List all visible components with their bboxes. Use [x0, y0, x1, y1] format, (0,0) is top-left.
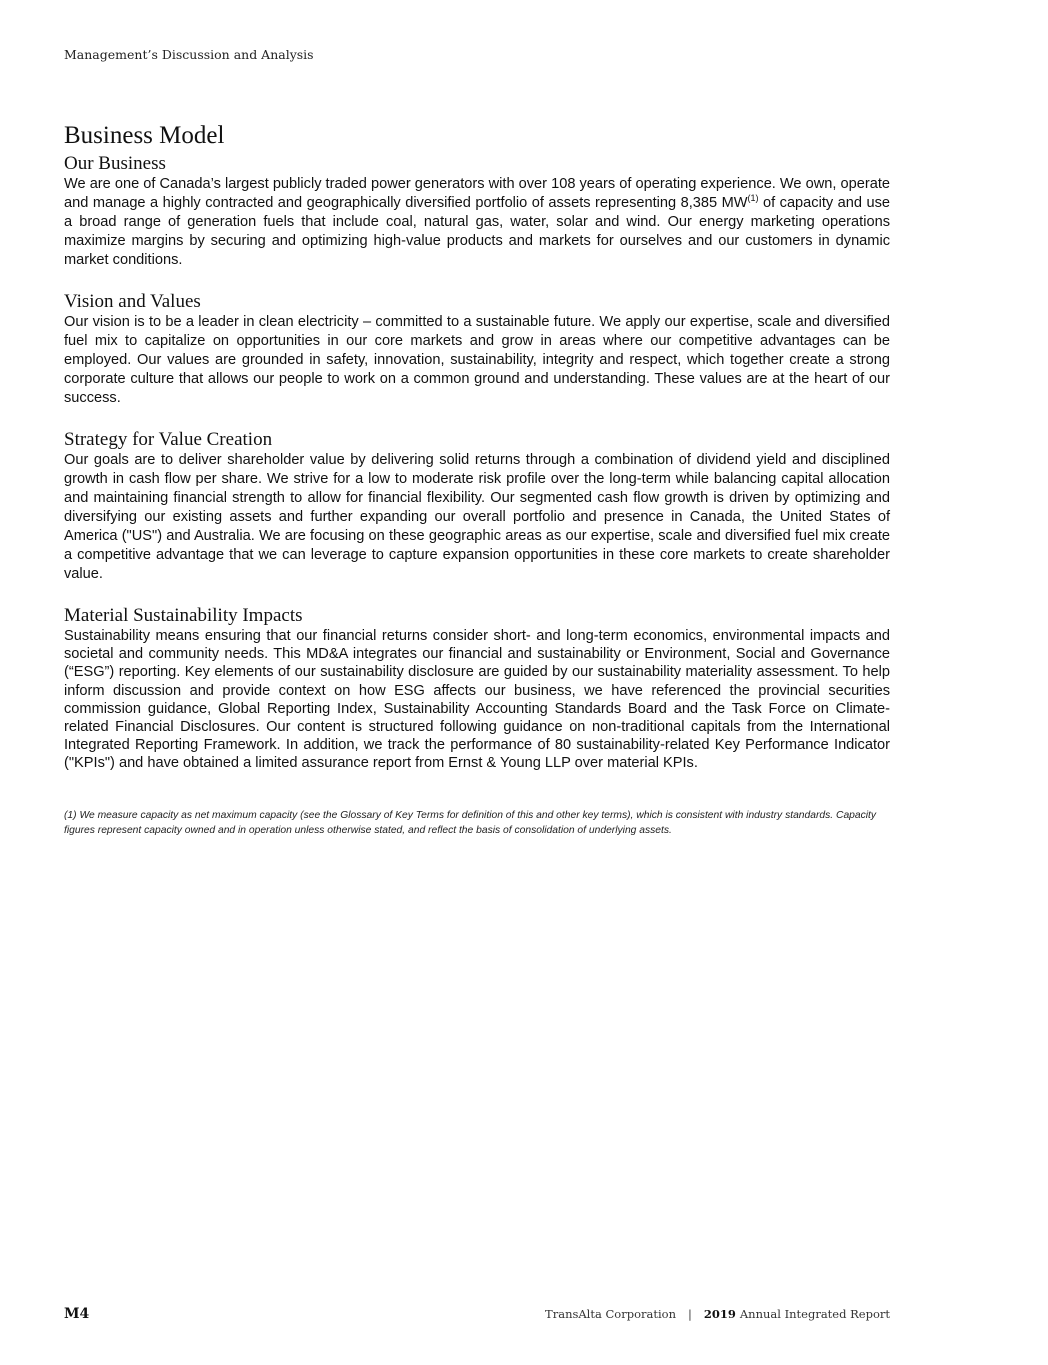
section-paragraph: [64, 175, 890, 270]
section-vision-values: [64, 291, 890, 408]
footer-year: 2019: [703, 1307, 736, 1321]
paragraph-text-continued: of capacity and use a broad range of generation fuels that include coal, natural gas, water, solar and wind. Our energy marketing operations maximize margins by securing and optimizing high-value products and markets for ourselves and our customers in dynamic market conditions.: [64, 195, 890, 268]
paragraph-text: We are one of Canada’s largest publicly traded power generators with over 108 years of operating experience. We own, operate and manage a highly contracted and geographically diversified portfolio of assets representing 8,385 MW: [64, 176, 890, 211]
section-heading: Strategy for Value Creation: [64, 429, 273, 450]
footer-report-info: [545, 1307, 890, 1321]
footer-separator: |: [687, 1307, 692, 1321]
page-number: M4: [64, 1306, 90, 1322]
section-strategy: [64, 429, 890, 584]
footnote-marker: (1): [747, 193, 759, 204]
section-paragraph: Our vision is to be a leader in clean electricity – committed to a sustainable future. We apply our expertise, scale and diversified fuel mix to capitalize on opportunities in our core markets and grow in areas where our competitive advantages can be employed. Our values are grounded in safety, innovation, sustainability, integrity and respect, which together create a strong corporate culture that allows our people to work on a common ground and understanding. These values are at the heart of our success.: [64, 314, 890, 406]
footer-report-name: Annual Integrated Report: [739, 1307, 890, 1321]
section-our-business: [64, 153, 890, 270]
footnote: (1) We measure capacity as net maximum capacity (see the Glossary of Key Terms for definition of this and other key terms), which is consistent with industry standards. Capacity figures represent capacity owned and in operation unless otherwise stated, and reflect the basis of consolidation of underlying assets.: [64, 810, 877, 836]
section-paragraph: Sustainability means ensuring that our financial returns consider short- and long-term economics, environmental impacts and societal and community needs. This MD&A integrates our financial and sustainability or Environment, Social and Governance (“ESG”) reporting. Key elements of our sustainability disclosure are guided by our sustainability materiality assessment. To help inform discussion and provide context on how ESG affects our business, we have referenced the provincial securities commission guidance, Global Reporting Index, Sustainability Accounting Standards Board and the Task Force on Climate-related Financial Disclosures. Our content is structured following guidance on non-traditional capitals from the International Integrated Reporting Framework. In addition, we track the performance of 80 sustainability-related Key Performance Indicator ("KPIs") and have obtained a limited assurance report from Ernst & Young LLP over material KPIs.: [64, 628, 890, 772]
footer-company: TransAlta Corporation: [545, 1307, 676, 1321]
page-title: Business Model: [64, 122, 225, 149]
running-head: Management’s Discussion and Analysis: [64, 47, 314, 62]
section-paragraph: Our goals are to deliver shareholder value by delivering solid returns through a combination of dividend yield and disciplined growth in cash flow per share. We strive for a low to moderate risk profile over the long-term while balancing capital allocation and maintaining financial strength to allow for financial flexibility. Our segmented cash flow growth is driven by optimizing and diversifying our existing assets and further expanding our overall portfolio and presence in Canada, the United States of America ("US") and Australia. We are focusing on these geographic areas as our expertise, scale and diversified fuel mix create a competitive advantage that we can leverage to capture expansion opportunities in these core markets to create shareholder value.: [64, 452, 890, 582]
section-heading: Our Business: [64, 153, 166, 174]
section-sustainability: [64, 605, 890, 773]
section-heading: Material Sustainability Impacts: [64, 605, 303, 626]
section-heading: Vision and Values: [64, 291, 201, 312]
